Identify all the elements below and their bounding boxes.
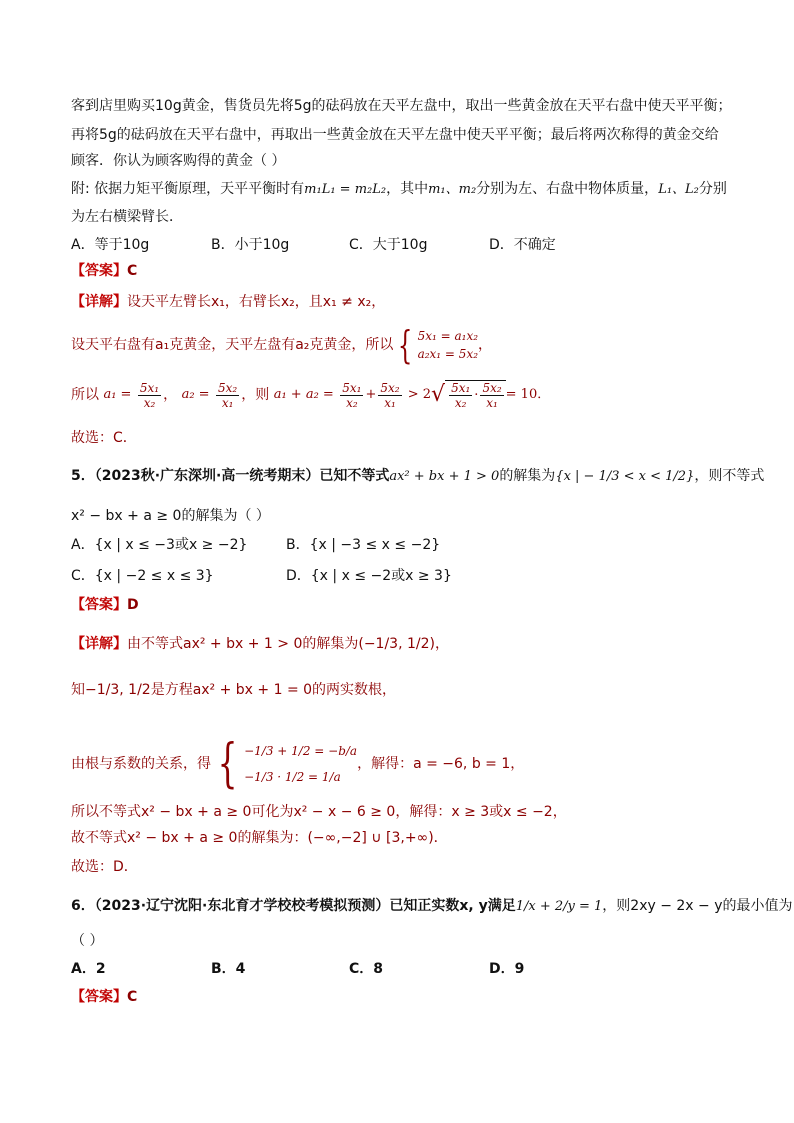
q4-stem-line3: 顾客．你认为顾客购得的黄金（ ）: [71, 153, 286, 169]
q4-radical-sign: √: [431, 382, 446, 407]
q5-stem-set: {x | − 1/3 < x < 1/2}: [555, 469, 695, 484]
q5-answer-value: D: [127, 597, 139, 613]
q4-plus: +: [365, 387, 377, 402]
q4-frac-sum1: [340, 381, 363, 410]
q5-stem-inequality: ax² + bx + 1 > 0: [389, 469, 500, 484]
q4-comma: ，: [478, 337, 493, 353]
q5-system: [244, 738, 357, 790]
q4-choose: 故选：C．: [71, 430, 137, 446]
q6-option-d: D．9: [489, 961, 525, 977]
q4-system-brace: {: [398, 323, 413, 367]
q4-detail-text3a: 所以: [71, 387, 99, 403]
q5-answer: [71, 595, 139, 615]
q4-frac-root1: [449, 381, 472, 410]
q4-system-eq2: a₂x₁ = 5x₂: [417, 347, 479, 361]
q5-detail-text1: 由不等式ax² + bx + 1 > 0的解集为(−1/3, 1/2)，: [127, 636, 449, 652]
q4-detail-line3: [71, 380, 550, 410]
q4-option-a: A．等于10g: [71, 237, 150, 253]
q4-frac-root2: [480, 381, 503, 410]
q5-stem-line1: [71, 466, 764, 487]
q5-answer-label: 【答案】: [71, 597, 127, 613]
q4-eq-a2: a₂ =: [181, 387, 210, 402]
q5-option-c: C．{x | −2 ≤ x ≤ 3}: [71, 568, 214, 584]
q6-answer-label: 【答案】: [71, 989, 127, 1005]
q6-stem-line1: [71, 896, 793, 917]
q4-frac-sum1-den: x₂: [346, 395, 358, 410]
q4-answer: [71, 261, 137, 281]
q4-note-text-a: 附: 依据力矩平衡原理，天平平衡时有: [71, 181, 305, 197]
q4-stem-line2: 再将5g的砝码放在天平右盘中，再取出一些黄金放在天平左盘中使天平平衡；最后将两次称得的黄金交给: [71, 127, 719, 143]
q5-stem-text-b: 的解集为: [499, 468, 556, 484]
q4-frac-a1: [138, 381, 161, 410]
q4-detail-text3b: ，则: [241, 387, 270, 403]
q4-option-b: B．小于10g: [211, 237, 290, 253]
q6-answer: [71, 987, 137, 1007]
q4-frac-a2-num: 5x₂: [218, 380, 238, 395]
q5-system-brace: {: [217, 734, 238, 794]
q4-dot: ·: [474, 387, 479, 403]
q5-detail-text3b: ，解得：a = −6, b = 1，: [357, 756, 525, 772]
q5-option-b: B．{x | −3 ≤ x ≤ −2}: [286, 537, 441, 553]
q5-detail-line5: 故不等式x² − bx + a ≥ 0的解集为：(−∞,−2] ∪ [3,+∞)．: [71, 830, 448, 846]
q6-stem-line2: （ ）: [71, 933, 104, 949]
q4-gt-two: > 2: [403, 387, 432, 402]
q5-stem-line2: x² − bx + a ≥ 0的解集为（ ）: [71, 508, 270, 524]
q4-note-equation: m₁L₁ = m₂L₂: [304, 182, 387, 197]
q5-option-d: D．{x | x ≤ −2或x ≥ 3}: [286, 568, 452, 584]
q4-detail-text2: 设天平右盘有a₁克黄金，天平左盘有a₂克黄金，所以: [71, 337, 394, 353]
q6-answer-value: C: [127, 989, 138, 1005]
q4-note-line1: [71, 179, 727, 200]
q4-eq-a1: a₁ =: [103, 387, 132, 402]
q4-system-eq1: 5x₁ = a₁x₂: [417, 329, 479, 343]
q4-frac-sum2-num: 5x₂: [380, 380, 400, 395]
q4-frac-root1-num: 5x₁: [451, 381, 471, 395]
q4-answer-value: C: [127, 263, 138, 279]
q4-frac-sum2: [378, 381, 401, 410]
q6-option-c: C．8: [349, 961, 384, 977]
q5-choose: 故选：D．: [71, 859, 138, 875]
q5-stem-text-a: 5．（2023秋·广东深圳·高一统考期末）已知不等式: [71, 468, 390, 484]
q5-detail-text3a: 由根与系数的关系，得: [71, 756, 211, 772]
q4-option-d: D．不确定: [489, 237, 556, 253]
q5-detail-line4: 所以不等式x² − bx + a ≥ 0可化为x² − x − 6 ≥ 0，解得：x ≥ 3或x ≤ −2，: [71, 804, 567, 820]
q4-note-vars: m₁、m₂: [428, 182, 477, 197]
q4-system: [418, 327, 478, 363]
q4-note-line2: 为左右横梁臂长．: [71, 209, 183, 225]
q5-detail-line2: 知−1/3, 1/2是方程ax² + bx + 1 = 0的两实数根，: [71, 682, 397, 698]
q4-detail-label: 【详解】: [71, 294, 127, 310]
q5-system-eq1: −1/3 + 1/2 = −b/a: [244, 744, 358, 758]
q5-stem-text-c: ，则不等式: [694, 468, 765, 484]
q4-sep1: ，: [163, 387, 178, 403]
q5-system-eq2: −1/3 · 1/2 = 1/a: [244, 770, 341, 784]
q6-option-b: B．4: [211, 961, 246, 977]
q4-frac-root1-den: x₂: [454, 396, 467, 410]
q4-frac-sum1-num: 5x₁: [342, 380, 362, 395]
q4-answer-label: 【答案】: [71, 263, 127, 279]
q5-detail-label: 【详解】: [71, 636, 127, 652]
q4-note-text-c: 分别为左、右盘中物体质量，: [476, 181, 659, 197]
q4-frac-a2: [216, 381, 239, 410]
q4-detail-text1: 设天平左臂长x₁，右臂长x₂，且x₁ ≠ x₂，: [127, 294, 386, 310]
q4-option-c: C．大于10g: [349, 237, 428, 253]
q6-stem-text-a: 6．（2023·辽宁沈阳·东北育才学校校考模拟预测）已知正实数x, y满足: [71, 898, 516, 914]
q6-stem-text-b: ，则2xy − 2x − y的最小值为: [602, 898, 793, 914]
q4-detail-line1: [71, 292, 385, 312]
q6-option-a: A．2: [71, 961, 106, 977]
q4-frac-a2-den: x₁: [221, 395, 234, 410]
q5-detail-line3: [71, 734, 525, 794]
q4-note-text-d: 分别: [698, 181, 727, 197]
q4-result: = 10．: [505, 387, 551, 402]
q4-eq-sum: a₁ + a₂ =: [273, 387, 334, 402]
q5-option-a: A．{x | x ≤ −3或x ≥ −2}: [71, 537, 248, 553]
q4-frac-sum2-den: x₁: [384, 395, 396, 410]
q6-stem-equation: 1/x + 2/y = 1: [515, 899, 603, 914]
q4-frac-a1-num: 5x₁: [139, 380, 160, 395]
q5-detail-line1: [71, 634, 449, 654]
q4-frac-a1-den: x₂: [143, 395, 156, 410]
q4-note-text-b: ，其中: [386, 181, 429, 197]
q4-note-vars2: L₁、L₂: [658, 182, 699, 197]
q4-radicand: [445, 380, 506, 410]
q4-frac-root2-den: x₁: [486, 396, 498, 410]
q4-stem-line1: 客到店里购买10g黄金，售货员先将5g的砝码放在天平左盘中，取出一些黄金放在天平右盘中使天平平衡；: [71, 98, 732, 114]
q4-detail-line2: [71, 323, 493, 367]
q4-frac-root2-num: 5x₂: [482, 381, 502, 395]
